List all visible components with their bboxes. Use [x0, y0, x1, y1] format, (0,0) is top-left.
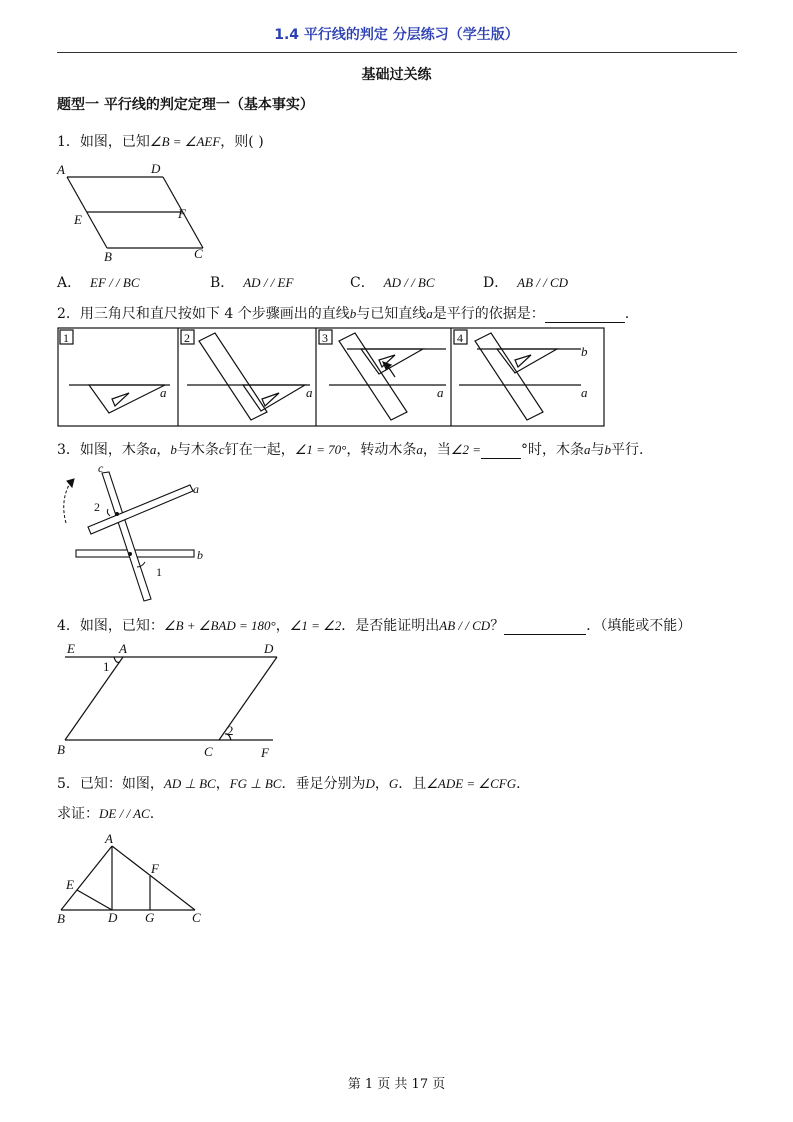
q5-label-F: F [151, 861, 159, 876]
q3-text-h: 平行. [611, 442, 644, 458]
q1-option-c[interactable]: C． AD / / BC [350, 275, 435, 291]
q4-number: 4． [57, 618, 80, 634]
q4-math-3: AB / / CD [439, 618, 491, 633]
q5-label-E: E [66, 877, 74, 892]
q2-p2-line-a: a [306, 385, 313, 400]
q5-var-g: G [388, 776, 399, 791]
q2-p4-line-a: a [581, 385, 588, 400]
q2-p4-line-b: b [581, 344, 588, 359]
q4-label-D: D [264, 641, 274, 656]
q3-angle-1: 1 [156, 565, 162, 579]
q4-label-F: F [261, 745, 269, 760]
q1-label-C: C [194, 246, 203, 261]
q2-text-a: 用三角尺和直尺按如下 4 个步骤画出的直线 [79, 306, 350, 322]
q4-parallelogram-figure [55, 640, 285, 765]
q5-prove-math: DE / / AC [99, 806, 150, 821]
q2-p3-line-a: a [437, 385, 444, 400]
q5-math-1: AD ⊥ BC [163, 776, 216, 791]
q3-var-b: b [170, 442, 177, 457]
document-title: 1.4 平行线的判定 分层练习（学生版） [274, 27, 519, 43]
q2-text-b: 与已知直线 [356, 306, 427, 322]
q5-label-D: D [108, 910, 118, 925]
q3-wood-strips-figure [52, 463, 222, 605]
q5-number: 5． [57, 776, 80, 792]
q4-label-C: C [204, 744, 213, 759]
q1-parallelogram-figure [55, 160, 215, 264]
q3-var-a: a [149, 442, 157, 457]
q1-option-b[interactable]: B． AD / / EF [210, 275, 294, 291]
q5-label-A: A [105, 831, 113, 846]
q2-var-b: b [349, 306, 357, 321]
q3-text-f: °时，木条 [521, 442, 585, 458]
q4-angle-1: 1 [103, 659, 110, 674]
q3-var-a-2: a [416, 442, 423, 457]
q4-text-a: 如图，已知： [79, 618, 164, 634]
q3-text-b: 与木条 [176, 442, 219, 458]
q2-answer-blank[interactable] [545, 308, 625, 323]
q1-label-F: F [178, 206, 186, 221]
section-title: 基础过关练 [361, 67, 432, 83]
q3-var-a-3: a [584, 442, 591, 457]
page-footer: 第 1 页 共 17 页 [347, 1077, 446, 1092]
q2-steps-figure [57, 327, 607, 428]
question-1-text [57, 131, 264, 151]
question-type-heading: 题型一 平行线的判定定理一（基本事实） [57, 97, 314, 113]
q1-option-d[interactable]: D． AB / / CD [483, 275, 569, 291]
q5-label-C: C [192, 910, 201, 925]
q3-label-c: c [98, 463, 104, 475]
q2-var-a: a [426, 306, 433, 321]
q3-var-c: c [218, 442, 225, 457]
q5-math-3: ∠ADE = ∠CFG [426, 776, 517, 791]
q5-triangle-figure [55, 830, 215, 930]
q3-math-1: ∠1 = 70° [294, 442, 347, 457]
q1-math: ∠B = ∠AEF [149, 134, 221, 149]
q3-text-d: ，转动木条 [346, 442, 417, 458]
q4-text-d: ．（填能或不能） [586, 618, 692, 634]
q4-text-c: ？ [490, 618, 505, 634]
question-2-text [57, 303, 629, 323]
q5-sep-2: ， [374, 776, 389, 792]
q3-label-a: a [193, 482, 199, 496]
q3-text-c: 钉在一起， [224, 442, 295, 458]
q4-angle-2: 2 [227, 723, 234, 738]
q4-label-A: A [119, 641, 127, 656]
q2-end: . [624, 306, 630, 322]
q1-label-B: B [104, 249, 112, 264]
q3-number: 3． [57, 442, 80, 458]
q3-text-a: 如图，木条 [79, 442, 150, 458]
q2-number: 2． [57, 306, 80, 322]
q4-answer-blank[interactable] [504, 620, 586, 635]
q1-text-a: 如图，已知 [79, 134, 150, 150]
header-divider [57, 52, 737, 53]
q3-text-g: 与 [590, 442, 605, 458]
q5-prove-label: 求证： [57, 806, 99, 822]
q1-label-A: A [57, 162, 65, 177]
q1-label-E: E [74, 212, 82, 227]
q5-math-2: FG ⊥ BC [229, 776, 282, 791]
q2-step-1: 1 [63, 331, 69, 345]
q2-step-2: 2 [184, 331, 190, 345]
q2-step-3: 3 [322, 331, 328, 345]
q5-end: . [516, 776, 521, 792]
q3-math-2: ∠2 = [450, 442, 482, 457]
q5-label-B: B [57, 911, 65, 926]
q5-var-d: D [365, 776, 375, 791]
q3-answer-blank[interactable] [481, 444, 521, 459]
q3-text-e: ，当 [422, 442, 451, 458]
q4-math-2: ∠1 = ∠2 [289, 618, 342, 633]
q5-text-a: 已知：如图， [79, 776, 164, 792]
q1-option-a[interactable]: A． EF / / BC [57, 275, 140, 291]
q5-text-c: ．且 [398, 776, 427, 792]
q2-step-4: 4 [457, 331, 463, 345]
q4-math-1: ∠B + ∠BAD = 180° [163, 618, 276, 633]
q5-label-G: G [145, 910, 155, 925]
q4-sep: ， [275, 618, 290, 634]
q3-label-b: b [197, 548, 203, 562]
q5-prove-end: . [149, 806, 155, 822]
question-3-text [57, 439, 643, 459]
q2-p1-line-a: a [160, 385, 167, 400]
q1-number: 1． [57, 134, 80, 150]
q1-label-D: D [151, 161, 161, 176]
q3-var-b-2: b [604, 442, 612, 457]
question-4-text [57, 615, 691, 635]
q3-sep1: ， [156, 442, 171, 458]
q5-sep: ， [215, 776, 230, 792]
q5-prove-line [57, 803, 154, 823]
q4-label-B: B [57, 742, 65, 757]
question-5-text [57, 773, 521, 793]
q3-angle-2: 2 [94, 500, 100, 514]
q2-text-c: 是平行的依据是： [432, 306, 545, 322]
q4-label-E: E [67, 641, 75, 656]
q1-text-b: ，则( ) [220, 134, 264, 150]
q5-text-b: ．垂足分别为 [281, 776, 366, 792]
q4-text-b: ．是否能证明出 [341, 618, 440, 634]
